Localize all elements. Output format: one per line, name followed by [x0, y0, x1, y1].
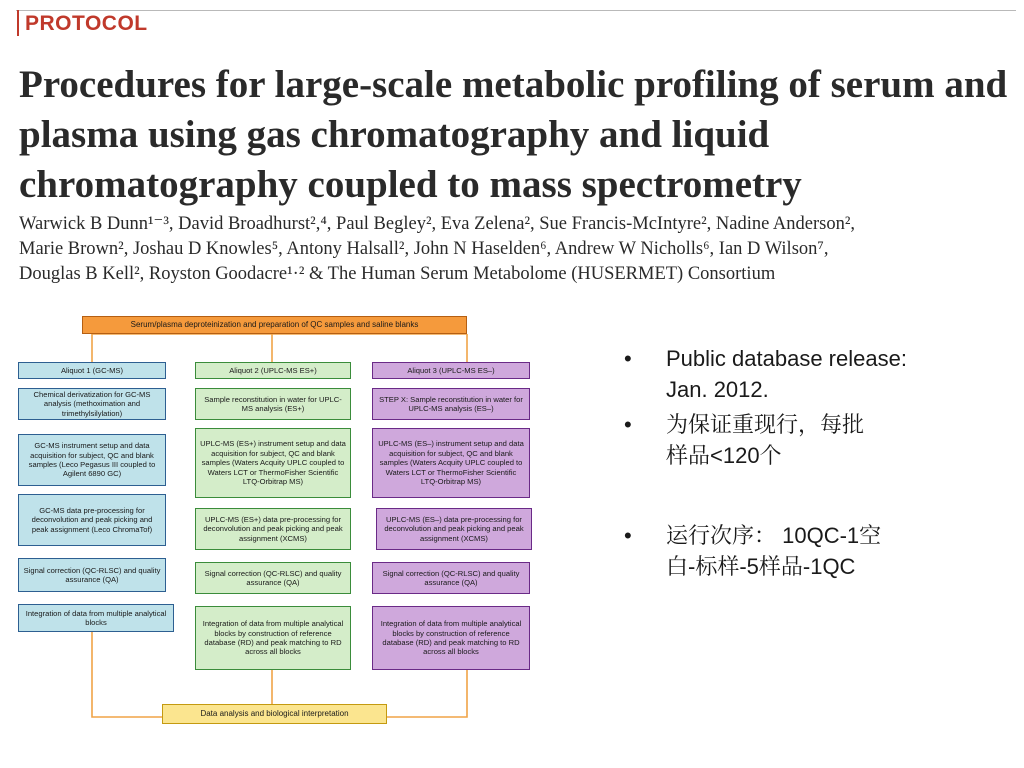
notes-list	[620, 343, 960, 582]
author-line-2: Marie Brown², Joshau D Knowles⁵, Antony Halsall², John N Haselden⁶, Andrew W Nicholls⁶, Ian D Wilson⁷,	[19, 239, 829, 259]
bullet-icon: •	[624, 412, 632, 437]
col3-step-1: STEP X: Sample reconstitution in water for UPLC-MS analysis (ES–)	[372, 388, 530, 420]
aliquot-3-header: Aliquot 3 (UPLC-MS ES–)	[372, 362, 530, 379]
note-3-line-2: 白-标样-5样品-1QC	[666, 554, 856, 579]
author-list	[19, 212, 1009, 287]
note-2-line-2: 样品<120个	[666, 443, 782, 468]
bullet-icon: •	[624, 523, 632, 548]
connector-line	[387, 670, 467, 717]
col3-step-5: Integration of data from multiple analytical blocks by construction of reference database (RD) and peak matching to RD across all blocks	[372, 606, 530, 670]
col3-step-2: UPLC-MS (ES–) instrument setup and data acquisition for subject, QC and blank samples (Waters Acquity UPLC coupled to Waters LCT or ThermoFisher Scientific LTQ-Orbitrap MS)	[372, 428, 530, 498]
paper-title: Procedures for large-scale metabolic profiling of serum and plasma using gas chromatography and liquid chromatography coupled to mass spectrometry	[19, 63, 1008, 206]
list-item	[620, 520, 960, 582]
deproteinization-step: Serum/plasma deproteinization and preparation of QC samples and saline blanks	[82, 316, 467, 334]
note-3-line-1: 运行次序： 10QC-1空	[666, 523, 882, 548]
col3-step-3: UPLC-MS (ES–) data pre-processing for deconvolution and peak picking and peak assignment (XCMS)	[376, 508, 532, 550]
list-item	[620, 343, 960, 405]
note-1-line-1: Public database release:	[666, 346, 907, 371]
note-2-line-1: 为保证重现行，每批	[666, 412, 865, 437]
author-line-3: Douglas B Kell², Royston Goodacre¹·² & The Human Serum Metabolome (HUSERMET) Consortium	[19, 264, 776, 284]
col1-step-1: Chemical derivatization for GC-MS analysis (methoximation and trimethylsilylation)	[18, 388, 166, 420]
col2-step-2: UPLC-MS (ES+) instrument setup and data acquisition for subject, QC and blank samples (Waters Acquity UPLC coupled to Waters LCT or ThermoFisher Scientific LTQ-Orbitrap MS)	[195, 428, 351, 498]
note-1-line-2: Jan. 2012.	[666, 377, 769, 402]
col1-step-2: GC-MS instrument setup and data acquisition for subject, QC and blank samples (Leco Pegasus III coupled to Agilent 6890 GC)	[18, 434, 166, 486]
col1-step-3: GC-MS data pre-processing for deconvolution and peak picking and peak assignment (Leco ChromaTof)	[18, 494, 166, 546]
aliquot-2-header: Aliquot 2 (UPLC-MS ES+)	[195, 362, 351, 379]
connector-line	[92, 632, 162, 717]
author-line-1: Warwick B Dunn¹⁻³, David Broadhurst²,⁴, Paul Begley², Eva Zelena², Sue Francis-McIntyre², Nadine Anderson²,	[19, 214, 856, 234]
protocol-accent-bar	[17, 10, 19, 36]
section-label: PROTOCOL	[25, 12, 148, 35]
col2-step-4: Signal correction (QC-RLSC) and quality assurance (QA)	[195, 562, 351, 594]
bullet-icon: •	[624, 346, 632, 371]
col1-step-5: Integration of data from multiple analytical blocks	[18, 604, 174, 632]
header-rule	[16, 10, 1016, 11]
col3-step-4: Signal correction (QC-RLSC) and quality assurance (QA)	[372, 562, 530, 594]
col2-step-5: Integration of data from multiple analytical blocks by construction of reference database (RD) and peak matching to RD across all blocks	[195, 606, 351, 670]
data-analysis-step: Data analysis and biological interpretation	[162, 704, 387, 724]
col2-step-1: Sample reconstitution in water for UPLC-MS analysis (ES+)	[195, 388, 351, 420]
list-item	[620, 409, 960, 471]
col1-step-4: Signal correction (QC-RLSC) and quality assurance (QA)	[18, 558, 166, 592]
aliquot-1-header: Aliquot 1 (GC-MS)	[18, 362, 166, 379]
col2-step-3: UPLC-MS (ES+) data pre-processing for deconvolution and peak picking and peak assignment (XCMS)	[195, 508, 351, 550]
